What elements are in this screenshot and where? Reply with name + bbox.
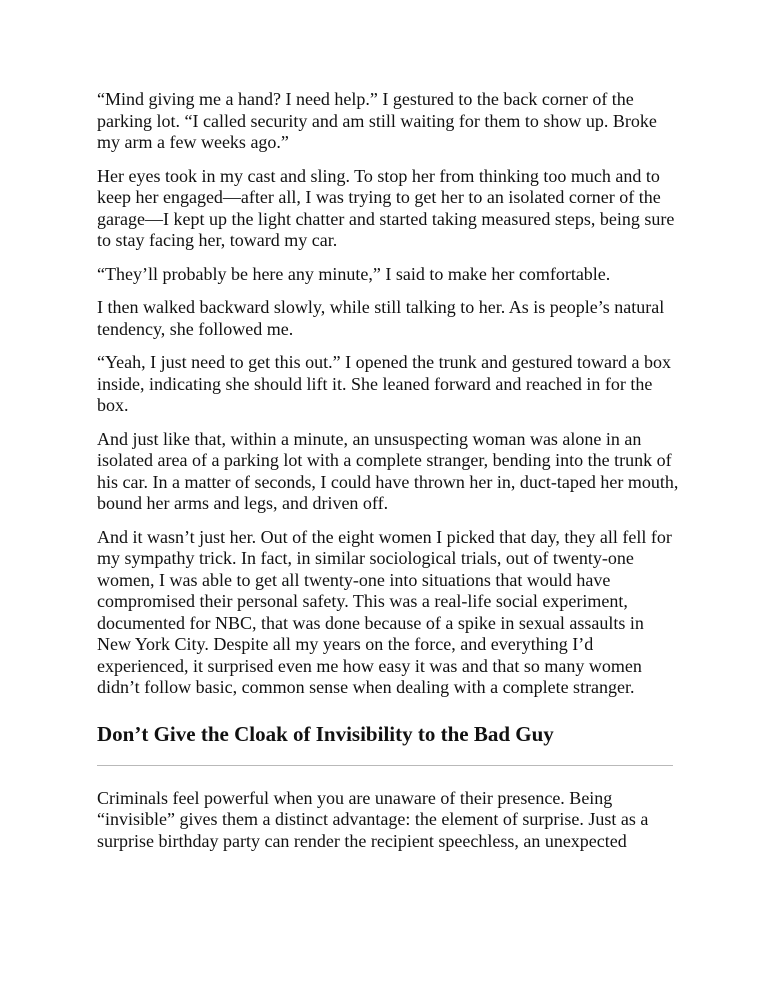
section-divider — [97, 765, 673, 766]
paragraph-6: And just like that, within a minute, an unsuspecting woman was alone in an isolated area of a parking lot with a complete stranger, bending into the trunk of his car. In a matter of seconds, I could have thrown her in, duct-taped her mouth, bound her arms and legs, and driven off. — [97, 428, 679, 513]
paragraph-4: I then walked backward slowly, while still talking to her. As is people’s natural tendency, she followed me. — [97, 297, 665, 339]
paragraph-5: “Yeah, I just need to get this out.” I opened the trunk and gestured toward a box inside, indicating she should lift it. She leaned forward and reached in for the box. — [97, 352, 672, 415]
paragraph-2: Her eyes took in my cast and sling. To stop her from thinking too much and to keep her engaged—after all, I was trying to get her to an isolated corner of the garage—I kept up the light chatter and started taking measured steps, being sure to stay facing her, toward my car. — [97, 165, 675, 250]
document-page — [97, 89, 680, 864]
section-heading: Don’t Give the Cloak of Invisibility to the Bad Guy — [97, 721, 554, 746]
section-paragraph-1: Criminals feel powerful when you are unaware of their presence. Being “invisible” gives them a distinct advantage: the element of surprise. Just as a surprise birthday party can render the recipient speechless, an unexpected — [97, 787, 649, 851]
paragraph-7: And it wasn’t just her. Out of the eight women I picked that day, they all fell for my sympathy trick. In fact, in similar sociological trials, out of twenty-one women, I was able to get all twenty-one into situations that would have compromised their personal safety. This was a real-life social experiment, documented for NBC, that was done because of a spike in sexual assaults in New York City. Despite all my years on the force, and everything I’d experienced, it surprised even me how easy it was and that so many women didn’t follow basic, common sense when dealing with a complete stranger. — [97, 526, 672, 697]
paragraph-1: “Mind giving me a hand? I need help.” I gestured to the back corner of the parking lot. “I called security and am still waiting for them to show up. Broke my arm a few weeks ago.” — [97, 89, 657, 152]
paragraph-3: “They’ll probably be here any minute,” I said to make her comfortable. — [97, 263, 611, 284]
